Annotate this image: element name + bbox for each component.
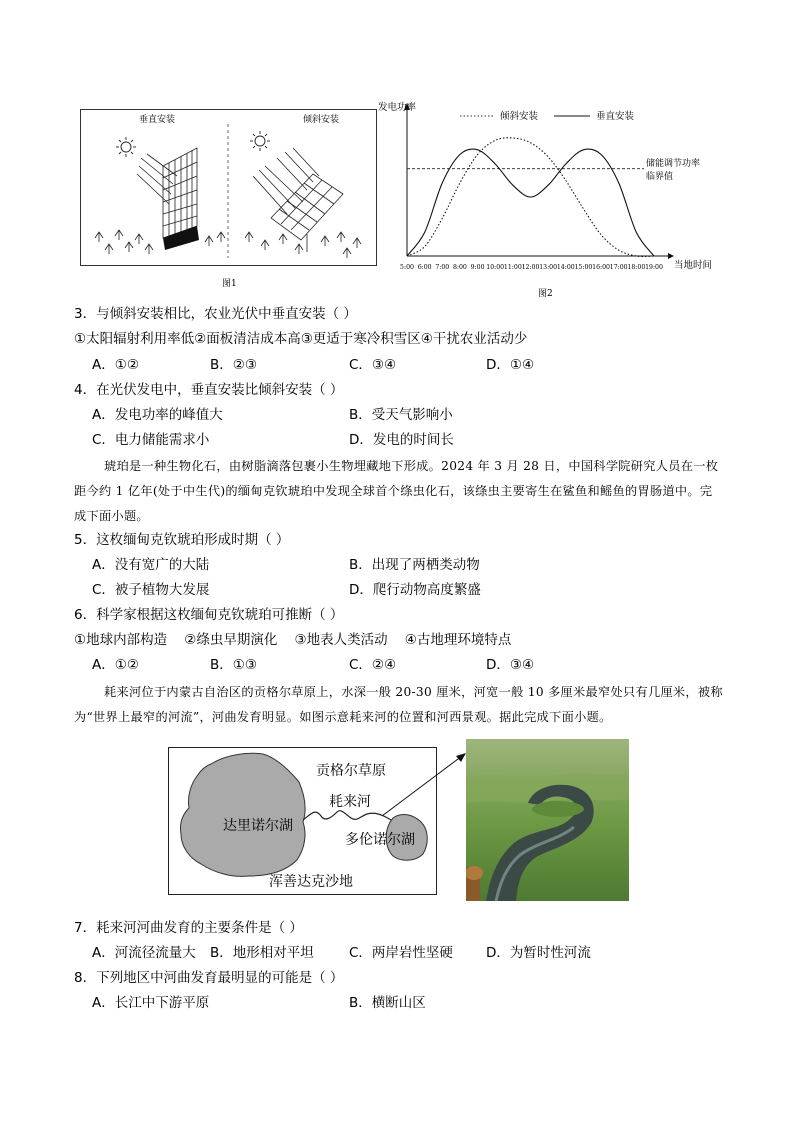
x-tick-label: 17:00 [609, 264, 628, 271]
label-vertical-install: 垂直安装 [139, 115, 176, 125]
q8-stem: 8．下列地区中河曲发育最明显的可能是（ ） [74, 970, 344, 986]
figure-1 [80, 109, 377, 266]
legend-tilted-label: 倾斜安装 [500, 111, 539, 122]
q6-option-b: B．①③ [210, 657, 257, 673]
sun-icon [250, 131, 270, 151]
river-landscape-photo [466, 739, 629, 901]
q5-option-b: B．出现了两栖类动物 [349, 557, 480, 573]
x-tick-label: 11:00 [503, 264, 522, 271]
q7-option-b: B．地形相对平坦 [210, 945, 314, 961]
q8-option-b: B．横断山区 [349, 995, 426, 1011]
q4-option-b: B．受天气影响小 [349, 407, 453, 423]
q5-stem: 5．这枚缅甸克钦琥珀形成时期（ ） [74, 532, 290, 548]
q6-stem: 6．科学家根据这枚缅甸克钦琥珀可推断（ ） [74, 607, 344, 623]
x-tick-label: 8:00 [452, 264, 467, 271]
x-tick-label: 9:00 [470, 264, 485, 271]
q3-stem: 3．与倾斜安装相比，农业光伏中垂直安装（ ） [74, 306, 357, 322]
threshold-label-line1: 储能调节功率 [646, 159, 701, 169]
figure-2-caption: 图2 [538, 289, 553, 299]
q3-option-d: D．①④ [486, 357, 535, 373]
sun-icon [116, 137, 136, 157]
x-tick-label: 15:00 [574, 264, 593, 271]
q3-option-a: A．①② [92, 357, 139, 373]
label-duolunuoer-lake: 多伦诺尔湖 [345, 831, 415, 847]
threshold-label-line2: 临界值 [646, 172, 674, 182]
q4-stem: 4．在光伏发电中，垂直安装比倾斜安装（ ） [74, 382, 344, 398]
label-dalinuoer-lake: 达里诺尔湖 [223, 817, 293, 833]
q7-option-a: A．河流径流量大 [92, 945, 196, 961]
x-tick-label: 5:00 [400, 264, 414, 271]
x-axis-arrow [668, 253, 674, 259]
q3-option-b: B．②③ [210, 357, 257, 373]
figure-1-caption: 图1 [222, 279, 237, 289]
passage-river: 耗来河位于内蒙古自治区的贡格尔草原上，水深一般 20-30 厘米，河宽一般 10 多厘米最窄处只有几厘米，被称为“世界上最窄的河流”，河曲发育明显。如图示意耗来河的位置和河西景观。据此完成下面小题。 [74, 685, 723, 724]
figure-1-drawing [81, 110, 376, 265]
legend-vertical-label: 垂直安装 [596, 111, 635, 122]
q3-statements: ①太阳辐射利用率低②面板清洁成本高③更适于寒冷积雪区④干扰农业活动少 [74, 331, 528, 347]
series-vertical-line [407, 149, 654, 256]
x-tick-label: 10:00 [486, 264, 505, 271]
q7-option-c: C．两岸岩性坚硬 [349, 945, 453, 961]
y-axis-label: 发电功率 [378, 102, 417, 113]
x-tick-label: 19:00 [645, 264, 663, 271]
q4-option-c: C．电力储能需求小 [92, 432, 210, 448]
x-tick-label: 18:00 [627, 264, 646, 271]
x-tick-label: 14:00 [556, 264, 575, 271]
q3-option-c: C．③④ [349, 357, 397, 373]
q6-option-d: D．③④ [486, 657, 535, 673]
x-tick-label: 16:00 [592, 264, 610, 271]
figure-2-chart [376, 98, 721, 298]
label-tilted-install: 倾斜安装 [303, 115, 340, 125]
label-gonggeer-grassland: 贡格尔草原 [316, 762, 386, 778]
x-tick-label: 6:00 [417, 264, 432, 271]
label-haolai-river: 耗来河 [329, 793, 371, 809]
river-haolai-line [303, 811, 391, 820]
x-axis-label: 当地时间 [674, 260, 713, 271]
q5-option-d: D．爬行动物高度繁盛 [349, 582, 481, 598]
q4-option-a: A．发电功率的峰值大 [92, 407, 223, 423]
lake-dalinuoer-shape [180, 753, 305, 876]
q6-option-c: C．②④ [349, 657, 397, 673]
q8-option-a: A．长江中下游平原 [92, 995, 210, 1011]
x-tick-label: 13:00 [539, 264, 558, 271]
passage-amber: 琥珀是一种生物化石，由树脂滴落包裹小生物埋藏地下形成。2024 年 3 月 28 日，中国科学院研究人员在一枚距今约 1 亿年(处于中生代)的缅甸克钦琥珀中发现全球首个绦虫化石，该绦虫主要寄生在鲨鱼和鳐鱼的胃肠道中。完成下面小题。 [74, 459, 719, 523]
q4-option-d: D．发电的时间长 [349, 432, 454, 448]
label-hunshandake-sandland: 浑善达克沙地 [269, 873, 353, 889]
q7-stem: 7．耗来河河曲发育的主要条件是（ ） [74, 920, 303, 936]
x-tick-label: 12:00 [521, 264, 540, 271]
map-to-photo-arrow [380, 750, 470, 820]
x-tick-label: 7:00 [435, 264, 450, 271]
q5-option-c: C．被子植物大发展 [92, 582, 210, 598]
q6-option-a: A．①② [92, 657, 139, 673]
q5-option-a: A．没有宽广的大陆 [92, 557, 210, 573]
q6-statements: ①地球内部构造 ②绦虫早期演化 ③地表人类活动 ④古地理环境特点 [74, 632, 512, 648]
q7-option-d: D．为暂时性河流 [486, 945, 591, 961]
